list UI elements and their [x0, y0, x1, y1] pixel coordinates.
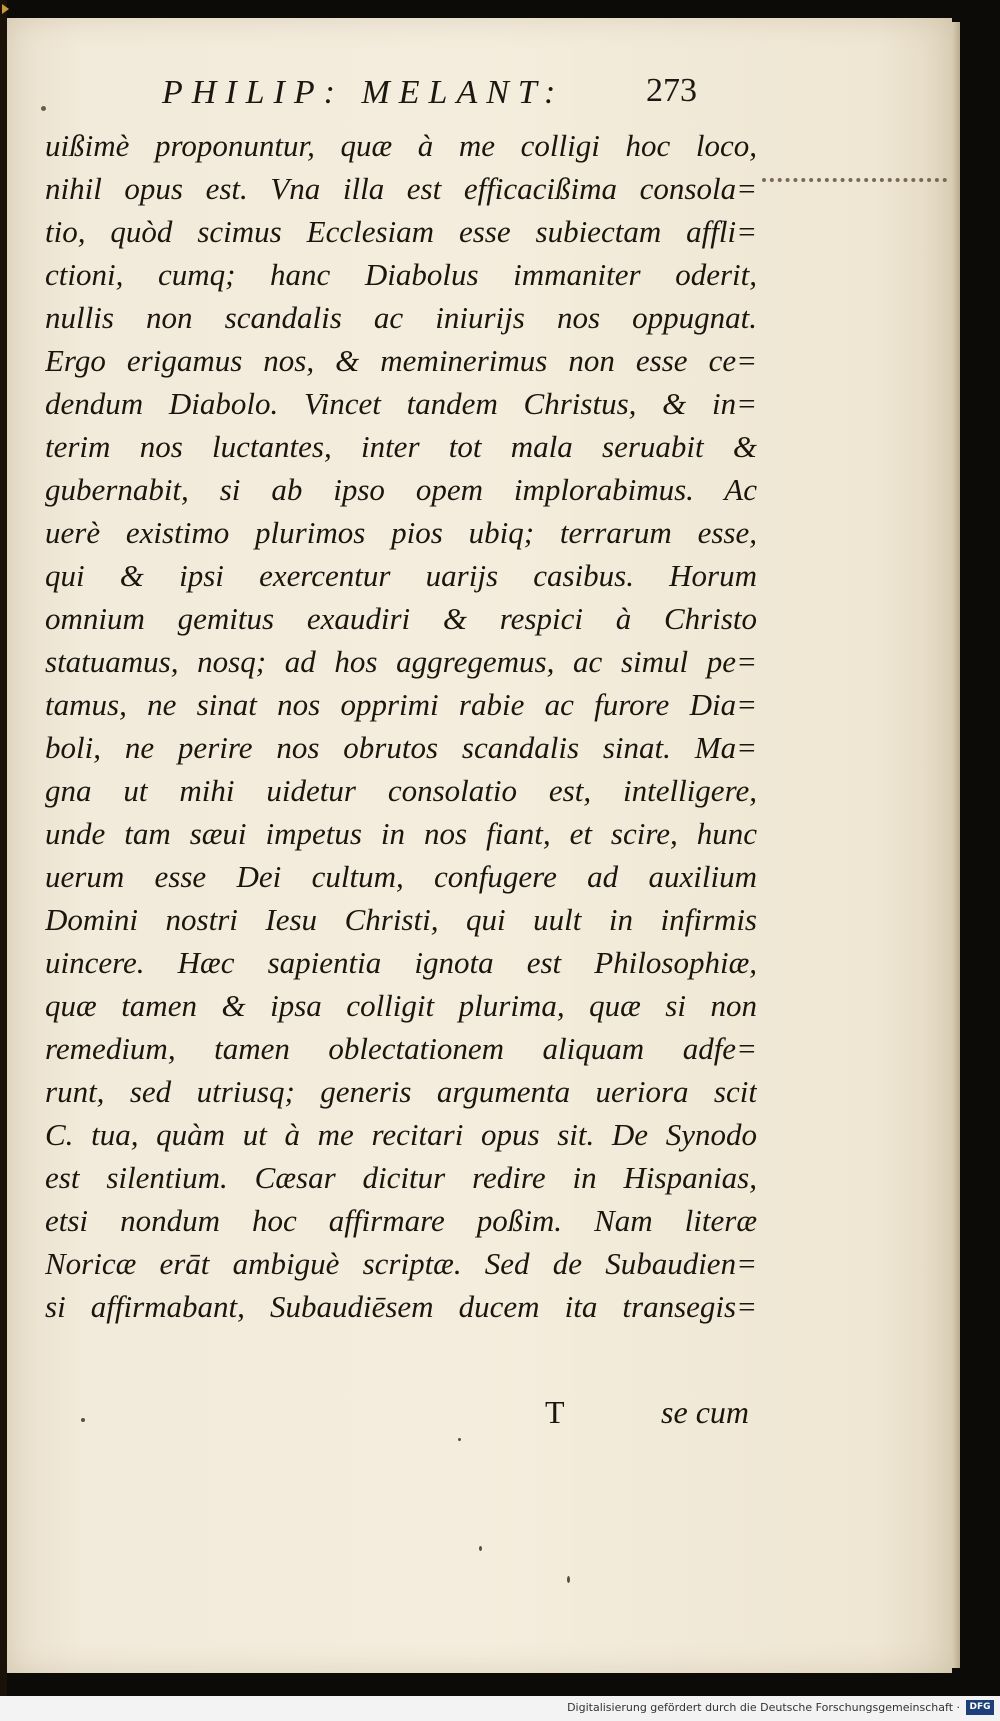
page-number: 273 — [646, 72, 697, 109]
text-line: Domini nostri Iesu Christi, qui uult in infirmis — [45, 902, 757, 937]
text-line: tio, quòd scimus Ecclesiam esse subiectam affli= — [45, 214, 757, 249]
paper-speck — [479, 1546, 482, 1551]
catchline — [45, 1394, 757, 1437]
scan-frame-left — [0, 0, 7, 1721]
text-line: boli, ne perire nos obrutos scandalis sinat. Ma= — [45, 730, 757, 765]
body-text — [45, 124, 757, 1328]
text-line: unde tam sæui impetus in nos fiant, et scire, hunc — [45, 816, 757, 851]
text-line: terim nos luctantes, inter tot mala seruabit & — [45, 429, 757, 464]
running-title: PHILIP: MELANT: — [162, 74, 565, 111]
text-line: si affirmabant, Subaudiēsem ducem ita transegis= — [45, 1289, 757, 1324]
funding-credit: Digitalisierung gefördert durch die Deutsche Forschungsgemeinschaft · — [567, 1701, 960, 1714]
text-line: uißimè proponuntur, quæ à me colligi hoc loco, — [45, 128, 757, 163]
dotted-rule — [762, 178, 947, 182]
paper-speck — [567, 1576, 570, 1583]
text-line: runt, sed utriusq; generis argumenta ueriora scit — [45, 1074, 757, 1109]
text-line: uerum esse Dei cultum, confugere ad auxilium — [45, 859, 757, 894]
text-line: uerè existimo plurimos pios ubiq; terrarum esse, — [45, 515, 757, 550]
text-line: qui & ipsi exercentur uarijs casibus. Horum — [45, 558, 757, 593]
text-line: est silentium. Cæsar dicitur redire in Hispanias, — [45, 1160, 757, 1195]
catchword: se cum — [661, 1394, 749, 1430]
paper-speck — [81, 1418, 85, 1422]
text-line: C. tua, quàm ut à me recitari opus sit. De Synodo — [45, 1117, 757, 1152]
dfg-logo: DFG — [966, 1700, 994, 1715]
text-line: Ergo erigamus nos, & meminerimus non esse ce= — [45, 343, 757, 378]
text-line: remedium, tamen oblectationem aliquam adfe= — [45, 1031, 757, 1066]
signature-mark: T — [545, 1394, 565, 1430]
text-line: quæ tamen & ipsa colligit plurima, quæ si non — [45, 988, 757, 1023]
text-line: uincere. Hæc sapientia ignota est Philosophiæ, — [45, 945, 757, 980]
text-line: omnium gemitus exaudiri & respici à Christo — [45, 601, 757, 636]
text-line: gna ut mihi uidetur consolatio est, intelligere, — [45, 773, 757, 808]
footer-bar — [0, 1696, 1000, 1721]
text-line: nullis non scandalis ac iniurijs nos oppugnat. — [45, 300, 757, 335]
text-line: statuamus, nosq; ad hos aggregemus, ac simul pe= — [45, 644, 757, 679]
text-line: etsi nondum hoc affirmare poßim. Nam literæ — [45, 1203, 757, 1238]
margin-dot — [41, 106, 46, 111]
text-line: Noricæ erāt ambiguè scriptæ. Sed de Subaudien= — [45, 1246, 757, 1281]
running-head — [162, 70, 697, 120]
text-line: ctioni, cumq; hanc Diabolus immaniter oderit, — [45, 257, 757, 292]
text-line: dendum Diabolo. Vincet tandem Christus, & in= — [45, 386, 757, 421]
text-line: gubernabit, si ab ipso opem implorabimus. Ac — [45, 472, 757, 507]
book-page — [7, 18, 952, 1673]
text-line: nihil opus est. Vna illa est efficacißima consola= — [45, 171, 757, 206]
text-line: tamus, ne sinat nos opprimi rabie ac furore Dia= — [45, 687, 757, 722]
corner-marker-icon — [2, 4, 9, 14]
paper-speck — [458, 1438, 461, 1441]
page-edge — [952, 22, 960, 1668]
